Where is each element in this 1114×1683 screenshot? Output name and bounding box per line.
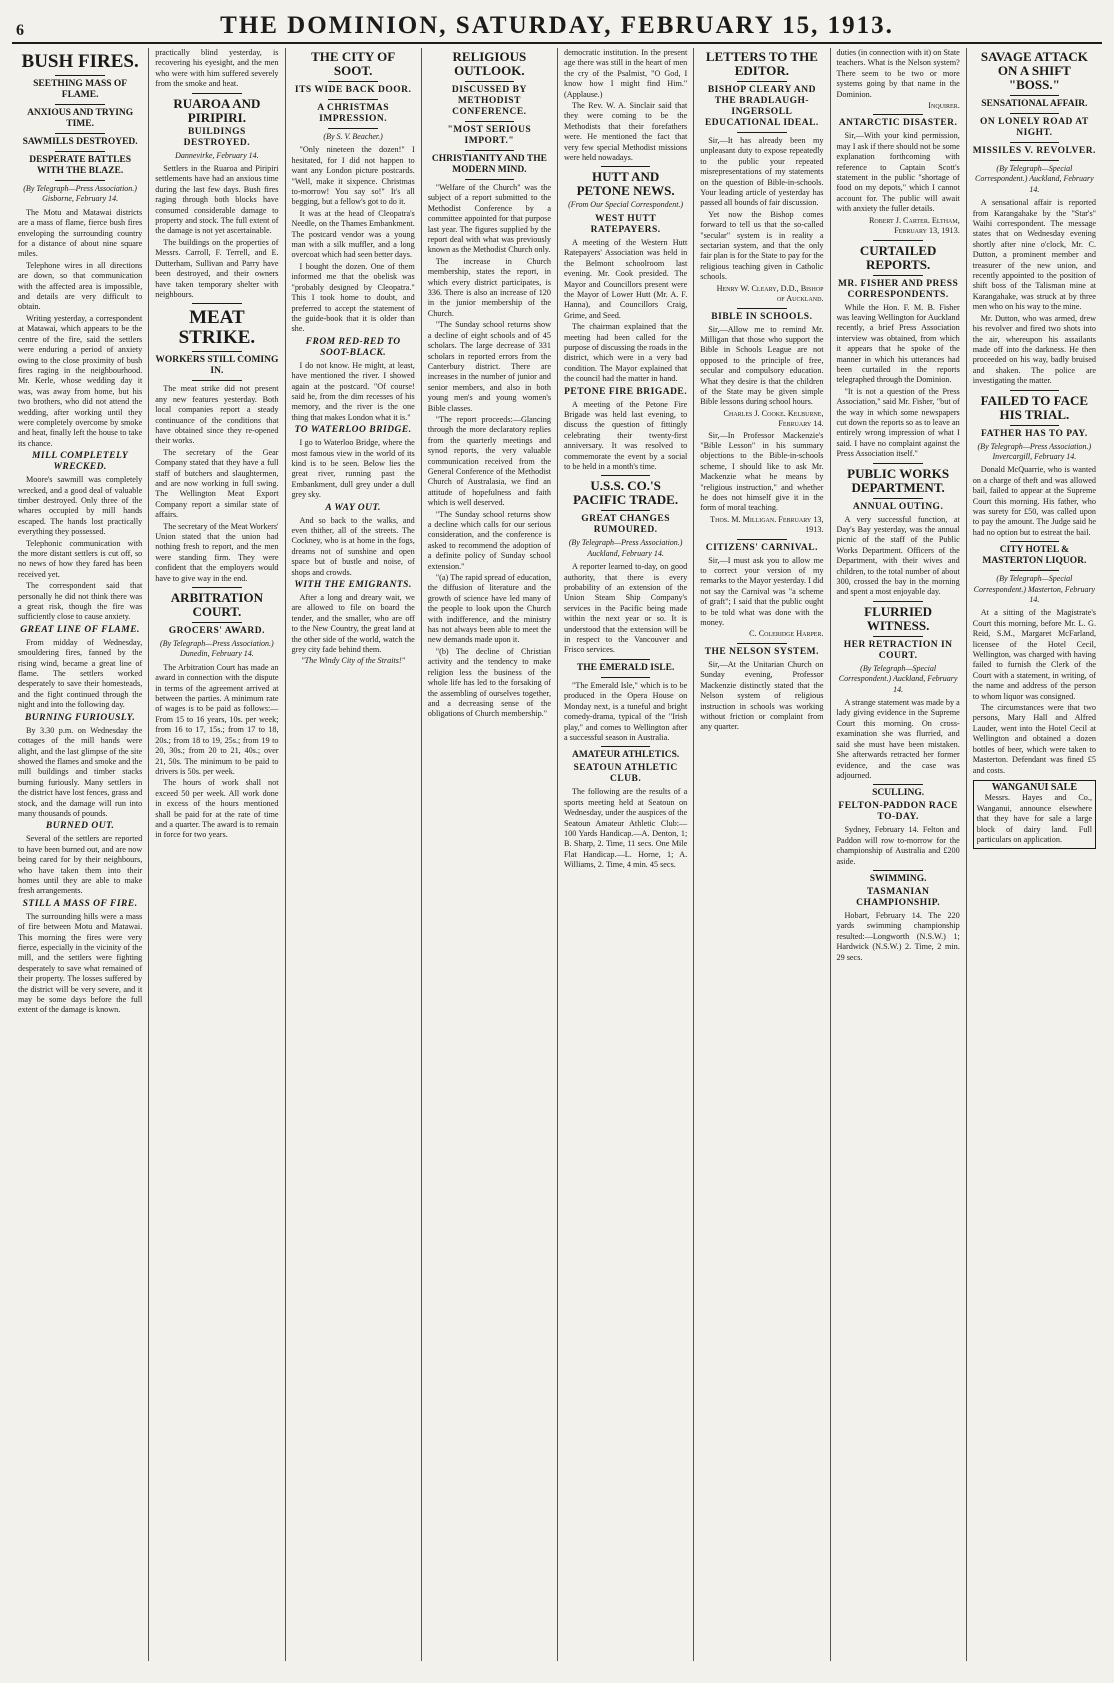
headline-sculling: SCULLING.	[872, 788, 925, 799]
paragraph: Several of the settlers are reported to have been burned out, and are now being cared for by their neighbours, who have taken them into their homes until they are able to make fresh arrangements.	[18, 834, 143, 896]
subheadline: "MOST SERIOUS IMPORT."	[447, 125, 532, 146]
paragraph: The Arbitration Court has made an award in connection with the dispute in terms of the agreement arrived at between the parties. A minimum rate of wages is to be paid as follows:—From 15 to 16 years, 10s. per week; from 16 to 17, 15s.; from 17 to 18, 20s.; from 18 to 19, 25s.; from 19 to 20, 30s.; from 20 to 21, 40s.; over 21, 50s. The minimum to be paid to drivers is 50s. per week.	[155, 662, 279, 776]
paragraph: Writing yesterday, a correspondent at Matawai, which appears to be the centre of the fire, said the settlers were enduring a period of anxiety owing to the close proximity of bush fires raging in the neighbourhood. Mr. Kerle, whose wedding day it was, was away from home, but his two brothers, who did not attend the wedding, after working until they were completely overcome by smoke and heat, finally left the house to take its chance.	[18, 313, 143, 448]
subheadline-desperate: DESPERATE BATTLES WITH THE BLAZE.	[29, 155, 132, 176]
subheadline: PETONE FIRE BRIGADE.	[564, 386, 688, 397]
headline-amateur-athletics: AMATEUR ATHLETICS.	[571, 750, 680, 761]
paragraph: A meeting of the Petone Fire Brigade was held last evening, to discuss the question of fittingly celebrating their twenty-first anniversary. It was resolved to commemorate the event by a social to be held in a month's time.	[564, 399, 688, 471]
paragraph: "The Sunday school returns show a decline which calls for our serious consideration, and the conference is asked to recommend the adoption of a definite policy of Sunday school extension."	[427, 509, 551, 571]
letter-signature: Thos. M. Milligan. February 13, 1913.	[710, 514, 824, 535]
paragraph: The meat strike did not present any new features yesterday. Both local companies report a steady continuance of the conditions that have obtained since they re-opened their works.	[155, 384, 279, 446]
letter-signature: Charles J. Cooke. Kelburne, February 14.	[723, 408, 824, 429]
byline: (By Telegraph—Special Correspondent.) Auckland, February 14.	[975, 164, 1094, 194]
column-4	[421, 48, 557, 1661]
paragraph: duties (in connection with it) on State teachers. What is the Nelson system? There seem to be two or more systems going by that name in the Dominion.	[836, 48, 960, 99]
paragraph: I do not know. He might, at least, have mentioned the river. I showed again at the postcard. "Of course! said he, from the dim recesses of his memory, and the river is the one thing that makes London what it is."	[291, 360, 415, 422]
paragraph: Donald McQuarrie, who is wanted on a charge of theft and was allowed bail, failed to appear at the Supreme Court this morning. His father, who was surety for £50, was called upon to pay the amount. The Judge said he had no option but to estreat the bail.	[972, 465, 1096, 537]
paragraph: It was at the head of Cleopatra's Needle, on the Thames Embankment. The postcard vendor was a young man with a silk muffler, and a long overcoat which had seen better days.	[291, 208, 415, 260]
paragraph: Sir,—In Professor Mackenzie's "Bible Lesson" in his summary objections to the Bible-in-schools scheme, I should like to ask Mr. Mackenzie what he means by "religious instruction," and whether he does not himself give it in the form of moral teaching.	[700, 430, 824, 513]
paragraph: democratic institution. In the present age there was still in the heart of men the cry of the Psalmist, "O God, I know how I might find Him." (Applause.)	[564, 48, 688, 99]
paragraph: Sir,—With your kind permission, may I ask if there should not be some explanation forthcoming with reference to Captain Scott's statement in the public "shortage of food on my depots," which I cannot account for. The public will await with anxiety the fuller details.	[836, 131, 960, 214]
paragraph: A meeting of the Western Hutt Ratepayers' Association was held in the Belmont schoolroom last evening. Mr. Cook presided. The Mayor and Councillors present were the Mayor of Lower Hutt (Mr. A. F. Hanna), and Councillors Craig, Grime, and Seed.	[564, 237, 688, 320]
dateline: Dannevirke, February 14.	[175, 150, 259, 160]
headline-curtailed-reports: CURTAILED REPORTS.	[859, 242, 937, 272]
subheadline-sawmills: SAWMILLS DESTROYED.	[22, 137, 138, 147]
subheadline: MR. FISHER AND PRESS CORRESPONDENTS.	[837, 278, 959, 300]
subheadline: BIBLE IN SCHOOLS.	[711, 311, 813, 322]
paragraph: "It is not a question of the Press Association," said Mr. Fisher, "but of the way in which some newspapers cut down the reports so as to leave an entirely wrong impression of what I said. I have no complaint against the Press Association itself."	[836, 386, 960, 459]
byline: (By Telegraph—Press Association.) Dunedin, February 14.	[160, 639, 274, 659]
paragraph: Hobart, February 14. The 220 yards swimming championship resulted:—Longworth (N.S.W.) 1; Hardwick (N.S.W.) 2. Time, 2 min. 29 secs.	[836, 910, 960, 962]
byline: (By Telegraph—Press Association.) Auckland, February 14.	[568, 538, 683, 558]
subheadline: WORKERS STILL COMING IN.	[155, 355, 279, 377]
subheadline: A CHRISTMAS IMPRESSION.	[317, 103, 389, 124]
subheadline: HER RETRACTION IN COURT.	[843, 639, 953, 661]
subheadline: ANNUAL OUTING.	[852, 501, 944, 512]
paragraph: "The Sunday school returns show a decline of eight schools and of 45 scholars. The large decrease of 331 scholars in reported errors from the Canterbury district. There are increases in the number of junior and senior members, and also in both young men's and young women's Bible classes.	[427, 320, 551, 413]
masthead	[12, 10, 1102, 44]
headline-meat-strike: MEAT STRIKE.	[178, 307, 256, 349]
newspaper-page	[12, 10, 1102, 1661]
subheadline-anxious: ANXIOUS AND TRYING TIME.	[27, 108, 134, 129]
paragraph: "Welfare of the Church" was the subject of a report submitted to the Methodist Conference by a committee appointed for that purpose last year. The figures supplied by the report deal with what was previously known as the Methodist Church only.	[427, 183, 551, 255]
section-subhead: BURNING FURIOUSLY.	[24, 712, 136, 723]
column-6	[693, 48, 829, 1661]
paragraph: The secretary of the Meat Workers' Union stated that the union had nothing fresh to report, and the men were standing firm. They were confident that the employers would have to give way in the end.	[155, 521, 279, 583]
closing-line: "The Windy City of the Straits!"	[301, 656, 406, 666]
paragraph: While the Hon. F. M. B. Fisher was leaving Wellington for Auckland recently, a brief Press Association interview was obtained, from which it appears that he spoke of the manner in which his utterances had been curtailed in the reports telegraphed through the Dominion.	[836, 302, 960, 385]
paragraph: "The report proceeds:—Glancing through the more declaratory replies from the quarterly meetings and synod reports, the very valuable communication received from the General Conference of the Methodist Church of Australasia, we find an attitude of hopefulness and faith which is well deserved.	[427, 414, 551, 508]
page-number: 6	[16, 22, 24, 39]
subheadline: FELTON-PADDON RACE TO-DAY.	[838, 801, 958, 823]
paragraph: At a sitting of the Magistrate's Court this morning, before Mr. L. G. Reid, S.M., Margaret McFarland, licensee of the Hotel Cecil, Wellington, was charged with having failed to furnish the Clerk of the Court with a statement, in writing, of the name and address of the person to whom liquor was consigned.	[972, 608, 1096, 701]
section-subhead: GREAT LINE OF FLAME.	[20, 624, 140, 635]
section-subhead: MILL COMPLETELY WRECKED.	[31, 451, 129, 473]
section-subhead: STILL A MASS OF FIRE.	[22, 898, 138, 909]
headline-uss-co: U.S.S. CO.'S PACIFIC TRADE.	[573, 478, 679, 508]
paragraph: practically blind yesterday, is recovering his eyesight, and the men who were with him suffered severely from the smoke and heat.	[155, 48, 279, 89]
subheadline: CHRISTIANITY AND THE MODERN MIND.	[431, 154, 547, 175]
paragraph: Sir,—It has already been my unpleasant duty to expose repeatedly to the public your repeated misrepresentations of my statements on the question of Bible-in-schools. Your leading article of yesterday has passed all bounds of fair discussion.	[700, 136, 824, 208]
paragraph: Yet now the Bishop comes forward to tell us that the so-called "secular" system is in reality a sectarian system, and that the only fair plan is for the State to pay for the religious teaching given in Catholic schools.	[700, 209, 824, 282]
byline: (From Our Special Correspondent.)	[568, 200, 684, 210]
headline-emerald-isle: THE EMERALD ISLE.	[576, 662, 675, 673]
headline-city-hotel: CITY HOTEL & MASTERTON LIQUOR.	[982, 545, 1087, 567]
letter-signature: Robert J. Carter. Eltham, February 13, 1913.	[868, 215, 960, 236]
paragraph: After a long and dreary wait, we are allowed to file on board the tender, and the smaller, who are off to the New Country, the great land at the other side of the world, watch the grey city fade behind them.	[291, 593, 415, 655]
headline-bush-fires: BUSH FIRES.	[21, 51, 139, 72]
subheadline: MISSILES V. REVOLVER.	[972, 146, 1096, 156]
paragraph: A very successful function, at Day's Bay yesterday, was the annual picnic of the staff of the Public Works Department. Officers of the Department, with their wives and children, to the total number of about 300, crossed the bay in the morning and spent a most enjoyable day.	[836, 514, 960, 597]
column-7	[830, 48, 966, 1661]
paragraph: Sir,—At the Unitarian Church on Sunday evening, Professor Mackenzie distinctly stated that the Nelson system of religious instruction in schools was working without friction or complaint from any quarter.	[700, 659, 824, 732]
paragraph: Telephonic communication with the more distant settlers is cut off, so no news of how they fared has been received yet.	[18, 538, 143, 579]
headline-ruaroa: RUAROA AND PIRIPIRI.	[173, 95, 261, 125]
paragraph: I bought the dozen. One of them informed me that the obelisk was "probably designed by Cleopatra." This I took home to doubt, and preferred to accept the statement of the guide-book that it is older than she.	[291, 261, 415, 334]
subheadline: WEST HUTT RATEPAYERS.	[590, 213, 661, 235]
paragraph: I go to Waterloo Bridge, where the most famous view in the world of its kind is to be seen. Below lies the great river, running past the Embankment, dull grey under a dull grey sky.	[291, 438, 415, 500]
subheadline: DISCUSSED BY METHODIST CONFERENCE.	[451, 85, 527, 117]
headline-failed-trial: FAILED TO FACE HIS TRIAL.	[980, 392, 1089, 422]
byline: (By Telegraph—Special Correspondent.) Masterton, February 14.	[973, 574, 1096, 604]
subheadline: GROCERS' AWARD.	[168, 626, 265, 637]
paragraph: Sir,—I must ask you to allow me to correct your version of my remarks to the Mayor yesterday. I did not say the Carnival was "a scheme of graft"; I said that the public ought to be told what was done with the money.	[700, 555, 824, 628]
letter-signature: C. Coleridge Harper.	[749, 629, 824, 639]
paragraph: The correspondent said that personally he did not think there was a great risk, though the fire was sufficiently close to cause anxiety.	[18, 581, 143, 622]
advertisement-title: WANGANUI SALE	[991, 781, 1078, 793]
headline-flurried-witness: FLURRIED WITNESS.	[864, 603, 933, 633]
headline-hutt-petone: HUTT AND PETONE NEWS.	[576, 169, 675, 199]
subheadline: TASMANIAN CHAMPIONSHIP.	[856, 886, 941, 908]
paragraph: "(b) The decline of Christian activity and the tendency to make religion less the business of the whole life has led to the forsaking of the assembling of ourselves together, and a decreasing sense of the obligations of Church membership."	[427, 646, 551, 719]
column-1	[12, 48, 148, 1661]
paragraph: The Motu and Matawai districts are a mass of flame, fierce bush fires enveloping the surrounding country for a distance of about nine square miles.	[18, 207, 143, 259]
subheadline: ITS WIDE BACK DOOR.	[294, 85, 412, 95]
paragraph: The chairman explained that the meeting had been called for the purpose of discussing the roads in the district, which were in a very bad condition. The Mayor explained that the council had the matter in hand.	[564, 322, 688, 384]
section-subhead: A WAY OUT.	[325, 502, 381, 513]
subheadline: GREAT CHANGES RUMOURED.	[581, 514, 670, 536]
headline-swimming: SWIMMING.	[869, 873, 927, 884]
column-2	[148, 48, 284, 1661]
paragraph: Settlers in the Ruaroa and Piripiri settlements have had an anxious time during the last few days. Bush fires raging through both blocks have consumed considerable damage to property and stock. The full extent of the damage is not yet ascertainable.	[155, 164, 279, 236]
column-3	[285, 48, 421, 1661]
byline: (By Telegraph—Special Correspondent.) Auckland, February 14.	[838, 663, 958, 694]
advertisement-text: Messrs. Hayes and Co., Wanganui, announce elsewhere that they have for sale a large block of dairy land. Full particulars on application.	[976, 793, 1092, 844]
paragraph: "The Emerald Isle," which is to be produced in the Opera House on Monday next, is a tuneful and bright comedy-drama, typical of the "Irish play," and comes to Wellington after a successful season in Australia.	[564, 680, 688, 742]
subheadline: FATHER HAS TO PAY.	[981, 428, 1088, 439]
headline-religious-outlook: RELIGIOUS OUTLOOK.	[452, 49, 527, 78]
byline: (By Telegraph—Press Association.) Gisborne, February 14.	[23, 184, 137, 204]
paragraph: The Rev. W. A. Sinclair said that they were coming to be the Methodists that their forefathers were. He mentioned the fact that very few special Methodist missions were held nowadays.	[564, 101, 688, 163]
paragraph: By 3.30 p.m. on Wednesday the cottages of the mill hands were alight, and the last glimpse of the site showed the flames and smoke and the mill buildings and timber stacks burning furiously. Many settlers in the district have lost fences, grass and stock, and the damage will run into many thousands of pounds.	[18, 725, 143, 818]
headline-arbitration: ARBITRATION COURT.	[170, 590, 263, 620]
letter-signature: Inquirer.	[928, 101, 960, 111]
subheadline: THE NELSON SYSTEM.	[704, 646, 820, 657]
section-subhead: FROM RED-RED TO SOOT-BLACK.	[305, 336, 401, 358]
column-8	[966, 48, 1102, 1661]
paragraph: The increase in Church membership, states the report, in which every district participates, is 336. There is also an increase of 120 in the junior membership of the Church.	[427, 256, 551, 318]
byline: (By Telegraph—Press Association.) Invercargill, February 14.	[977, 441, 1092, 461]
headline-savage-attack: SAVAGE ATTACK ON A SHIFT "BOSS."	[980, 49, 1088, 92]
paragraph: The secretary of the Gear Company stated that they have a full staff of butchers and slaughtermen, and are now working in full swing. The Wellington Meat Export Company report a similar state of affairs.	[155, 447, 279, 520]
paragraph: "(a) The rapid spread of education, the diffusion of literature and the growth of science have led many of the people to look upon the Church with indifference, and the ministry has not always been able to meet the new demands made upon it.	[427, 573, 551, 645]
letter-signature: Henry W. Cleary, D.D., Bishop of Auckland.	[716, 283, 824, 304]
advertisement-box	[973, 780, 1096, 849]
paragraph: The circumstances were that two persons, Mary Hall and Alfred Lauder, went into the Hotel Cecil at Wellington and obtained a dozen bottles of beer, which were taken to Masterton. Defendant was fined £5 and costs.	[972, 703, 1096, 775]
paragraph: A strange statement was made by a lady giving evidence in the Supreme Court this morning. On cross-examination she was flurried, and said she must have been mistaken. She afterwards retracted her former evidence, and the case was adjourned.	[836, 698, 960, 780]
subheadline: ANTARCTIC DISASTER.	[838, 118, 958, 129]
section-subhead: BURNED OUT.	[45, 821, 115, 832]
paragraph: The following are the results of a sports meeting held at Seatoun on Wednesday, under the auspices of the Seatoun Amateur Athletic Club:— 100 Yards Handicap.—A. Denton, 1; B. Sharp, 2. Time, 11 secs. One Mile Flat Handicap.—L. Horne, 1; A. Williams, 2. Time, 4 min. 45 secs.	[564, 787, 688, 870]
subheadline-seething: SEETHING MASS OF FLAME.	[33, 79, 128, 100]
paragraph: Moore's sawmill was completely wrecked, and a good deal of valuable timber destroyed. Only three of the whares occupied by mill hands escaped. The hands lost practically everything they possessed.	[18, 475, 143, 537]
headline-letters: LETTERS TO THE EDITOR.	[705, 49, 818, 78]
subheadline: SENSATIONAL AFFAIR.	[981, 99, 1088, 109]
paragraph: "Only nineteen the dozen!" I hesitated, for I did not happen to want any London picture postcards. "Well, make it sixpence. Christmas to-morrow! You say so!" It's all begging, but a fellow's got to do it.	[291, 145, 415, 207]
section-subhead: WITH THE EMIGRANTS.	[294, 580, 412, 591]
paragraph: Sir,—Allow me to remind Mr. Milligan that those who support the Bible in Schools League are not opposed to the principle of free, secular and compulsory education. What they desire is that the children of the State may be given simple Bible lessons during school hours.	[700, 324, 824, 407]
paragraph: The surrounding hills were a mass of fire between Motu and Matawai. This morning the fires were very fierce, especially in the vicinity of the mill, and the settlers were fighting desperately to save what remained of their property. The losses suffered by the district will be very severe, and it may be some days before the full extent of the damage is known.	[18, 911, 143, 1015]
paragraph: Sydney, February 14. Felton and Paddon will row to-morrow for the championship of Australia and £200 aside.	[836, 825, 960, 866]
paragraph: A reporter learned to-day, on good authority, that there is every probability of an extension of the Union Steam Ship Company's services in the Pacific being made within the next year or so. It is understood that the extension will be in respect to the Vancouver and Frisco services.	[564, 562, 688, 655]
subheadline: SEATOUN ATHLETIC CLUB.	[573, 763, 678, 785]
paragraph: Mr. Dutton, who was armed, drew his revolver and fired two shots into the air, whereupon his assailants made off into the darkness. He then proceeded on his way, badly bruised and shaken. The police are investigating the matter.	[972, 313, 1096, 386]
headline-city-of-soot: THE CITY OF SOOT.	[311, 49, 396, 78]
byline: (By S. V. Beacher.)	[323, 132, 383, 141]
paragraph: The hours of work shall not exceed 50 per week. All work done in excess of the hours mentioned shall be paid for at the rate of time and a quarter. The award is to remain in force for two years.	[155, 778, 279, 840]
paragraph: And so back to the walks, and even thither, all of the streets. The Cockney, who is at home in the fogs, dreams not of sunshine and open space but of bustle and noise, of shops and crowds.	[291, 515, 415, 577]
paragraph: The buildings on the properties of Messrs. Carroll, F. Terrell, and E. Dutterham, Sullivan and Parry have been destroyed, and their owners have taken temporary shelter with neighbours.	[155, 237, 279, 299]
paragraph: A sensational affair is reported from Karangahake by the "Star's" Waihi correspondent. The message states that on Wednesday evening shortly after nine o'clock, Mr. C. Dutton, a prominent member and treasurer of the new union, and recently appointed to the position of shift boss of the Talisman mine at Karangahake, was struck at by three men who on his way to the mine.	[972, 198, 1096, 312]
subheadline: ON LONELY ROAD AT NIGHT.	[980, 117, 1089, 138]
section-subhead: TO WATERLOO BRIDGE.	[294, 425, 412, 436]
column-5	[557, 48, 693, 1661]
subheadline: CITIZENS' CARNIVAL.	[705, 542, 819, 553]
headline-public-works: PUBLIC WORKS DEPARTMENT.	[847, 465, 950, 495]
newspaper-title: THE DOMINION, SATURDAY, FEBRUARY 15, 1913.	[220, 12, 894, 39]
subheadline: BISHOP CLEARY AND THE BRADLAUGH-INGERSOLL EDUCATIONAL IDEAL.	[704, 85, 819, 128]
paragraph: From midday of Wednesday, smouldering fires, fanned by the rising wind, became a great line of flame. The settlers worked desperately to save their homesteads, and the fight continued through the night and into the following day.	[18, 637, 143, 710]
paragraph: Telephone wires in all directions are down, so that communication with the affected area is impossible, and details are very difficult to obtain.	[18, 260, 143, 312]
columns	[12, 48, 1102, 1661]
subheadline: BUILDINGS DESTROYED.	[183, 126, 251, 148]
